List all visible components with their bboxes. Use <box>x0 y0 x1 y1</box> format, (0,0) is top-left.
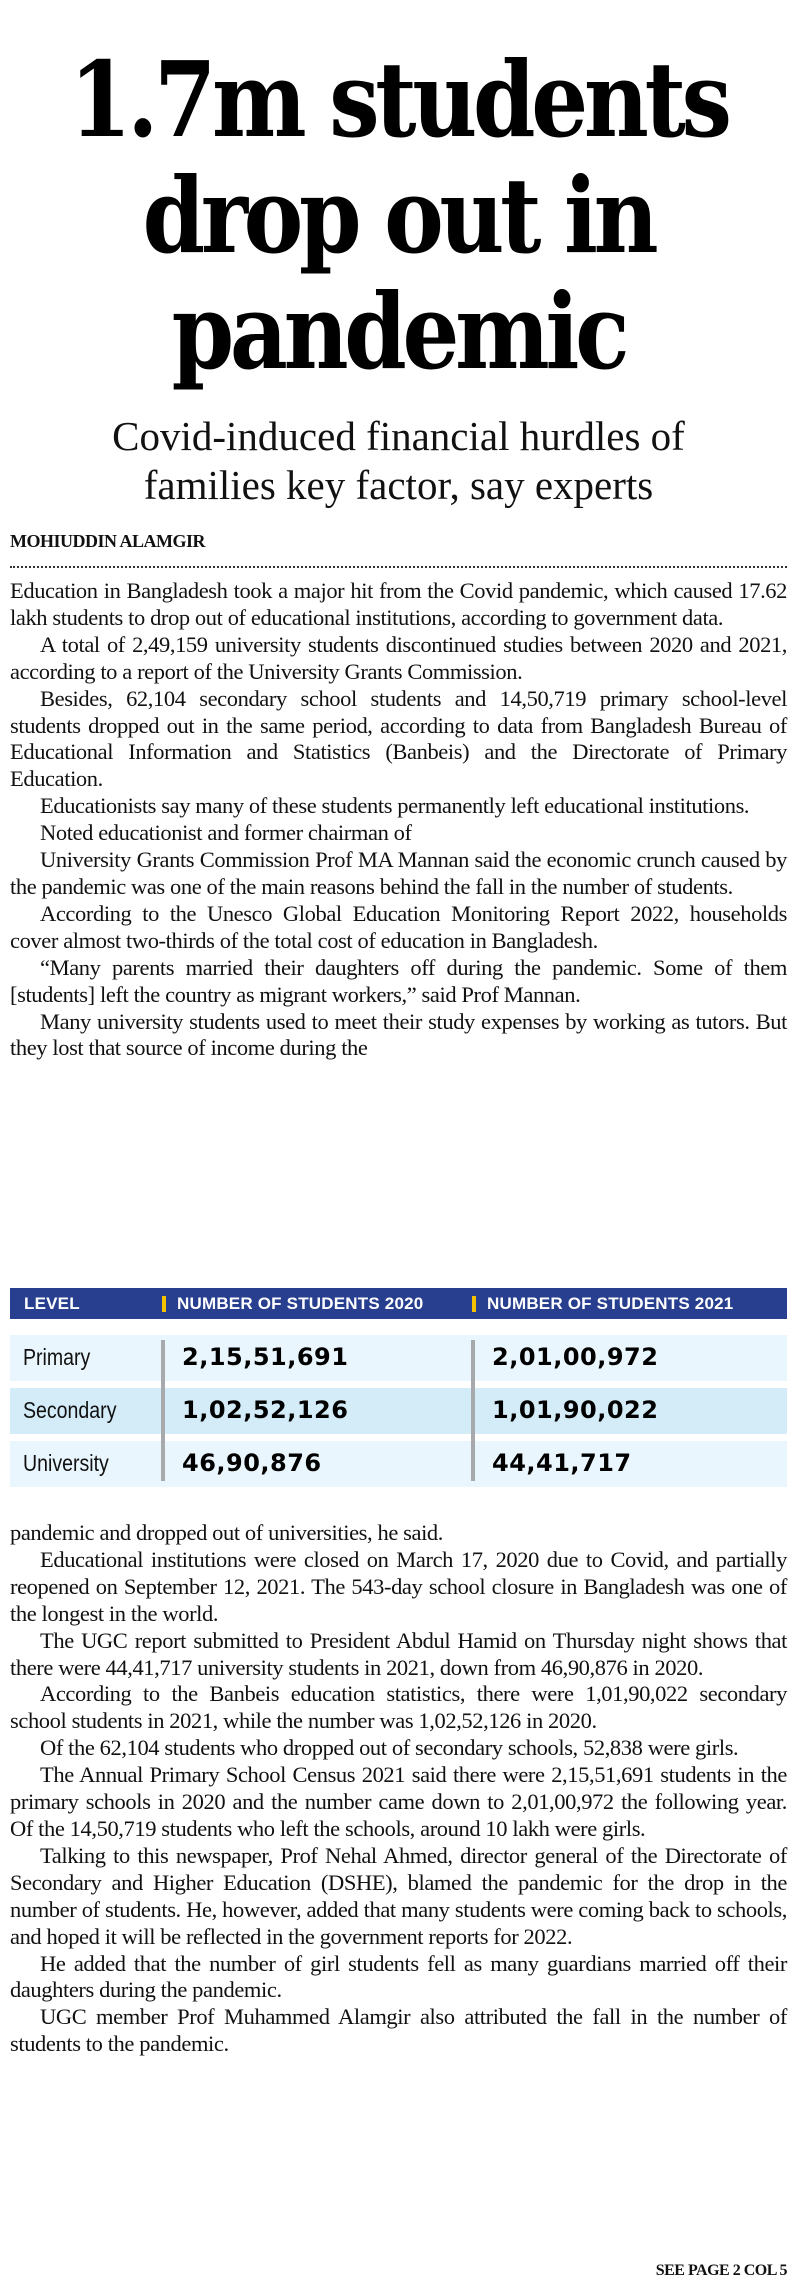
paragraph: Education in Bangladesh took a major hit from the Covid pandemic, which caused 17.62 lakh students to drop out of educational institutions, according to government data. <box>10 578 787 630</box>
paragraph: According to the Banbeis education statistics, there were 1,01,90,022 secondary school students in 2021, while the number was 1,02,52,126 in 2020. <box>10 1681 787 1734</box>
column-header-level: LEVEL <box>24 1294 80 1313</box>
cell-2020: 1,02,52,126 <box>182 1396 349 1424</box>
table-row <box>10 1335 787 1381</box>
paragraph: Of the 62,104 students who dropped out of secondary schools, 52,838 were girls. <box>40 1735 739 1761</box>
cell-2021: 44,41,717 <box>492 1449 632 1477</box>
headline-line: 1.7m students <box>69 38 728 161</box>
headline <box>56 38 741 393</box>
cell-level: Primary <box>23 1344 91 1370</box>
article-body-part-2 <box>10 1520 787 2058</box>
student-numbers-table <box>10 1288 787 1477</box>
column-separator <box>471 1340 475 1481</box>
paragraph: The Annual Primary School Census 2021 said there were 2,15,51,691 students in the primary schools in 2020 and the number came down to 2,01,00,972 the following year. Of the 14,50,719 students who left the schools, around 10 lakh were girls. <box>10 1762 787 1841</box>
paragraph: Educationists say many of these students permanently left educational institutions. <box>40 793 750 819</box>
headline-line: drop out in <box>142 154 655 277</box>
cell-2020: 46,90,876 <box>182 1449 322 1477</box>
paragraph: He added that the number of girl students fell as many guardians married off their daughters during the pandemic. <box>10 1950 787 2003</box>
paragraph: UGC member Prof Muhammed Alamgir also attributed the fall in the number of students to the pandemic. <box>10 2004 787 2057</box>
paragraph: “Many parents married their daughters off during the pandemic. Some of them [students] left the country as migrant workers,” said Prof Mannan. <box>10 954 787 1007</box>
table-row <box>10 1441 787 1487</box>
paragraph: pandemic and dropped out of universities, he said. <box>10 1520 444 1545</box>
column-header-2020: NUMBER OF STUDENTS 2020 <box>177 1294 424 1313</box>
cell-level: Secondary <box>23 1397 117 1423</box>
header-divider-marker <box>162 1296 166 1312</box>
paragraph: Many university students used to meet their study expenses by working as tutors. But they lost that source of income during the <box>10 1008 787 1061</box>
paragraph: According to the Unesco Global Education Monitoring Report 2022, households cover almost two-thirds of the total cost of education in Bangladesh. <box>10 900 787 953</box>
column-header-2021: NUMBER OF STUDENTS 2021 <box>487 1294 734 1313</box>
paragraph: Noted educationist and former chairman of <box>40 820 412 846</box>
byline: MOHIUDDIN ALAMGIR <box>10 531 206 551</box>
cell-level: University <box>23 1450 109 1476</box>
subheadline <box>0 412 797 510</box>
paragraph: University Grants Commission Prof MA Mannan said the economic crunch caused by the pandemic was one of the main reasons behind the fall in the number of students. <box>10 847 787 899</box>
continuation-note: SEE PAGE 2 COL 5 <box>655 2262 787 2279</box>
cell-2020: 2,15,51,691 <box>182 1343 349 1371</box>
table-row <box>10 1388 787 1434</box>
cell-2021: 2,01,00,972 <box>492 1343 659 1371</box>
dotted-divider <box>10 566 787 568</box>
paragraph: A total of 2,49,159 university students discontinued studies between 2020 and 2021, according to a report of the University Grants Commission. <box>10 631 787 684</box>
cell-2021: 1,01,90,022 <box>492 1396 659 1424</box>
table-header <box>10 1288 787 1319</box>
paragraph: The UGC report submitted to President Abdul Hamid on Thursday night shows that there were 44,41,717 university students in 2021, down from 46,90,876 in 2020. <box>10 1627 787 1680</box>
paragraph: Talking to this newspaper, Prof Nehal Ahmed, director general of the Directorate of Secondary and Higher Education (DSHE), blamed the pandemic for the drop in the number of students. He, however, added that many students were coming back to schools, and hoped it will be reflected in the government reports for 2022. <box>10 1842 787 1949</box>
subhead-line: families key factor, say experts <box>143 462 654 508</box>
paragraph: Besides, 62,104 secondary school students and 14,50,719 primary school-level students dropped out in the same period, according to data from Bangladesh Bureau of Educational Information and Statistics (Banbeis) and the Directorate of Primary Education. <box>10 685 787 792</box>
subhead-line: Covid-induced financial hurdles of <box>112 413 685 459</box>
paragraph: Educational institutions were closed on March 17, 2020 due to Covid, and partially reopened on September 12, 2021. The 543-day school closure in Bangladesh was one of the longest in the world. <box>10 1546 787 1626</box>
header-divider-marker <box>472 1296 476 1312</box>
article-body-part-1 <box>10 578 787 1062</box>
headline-line: pandemic <box>171 270 626 393</box>
column-separator <box>161 1340 165 1481</box>
